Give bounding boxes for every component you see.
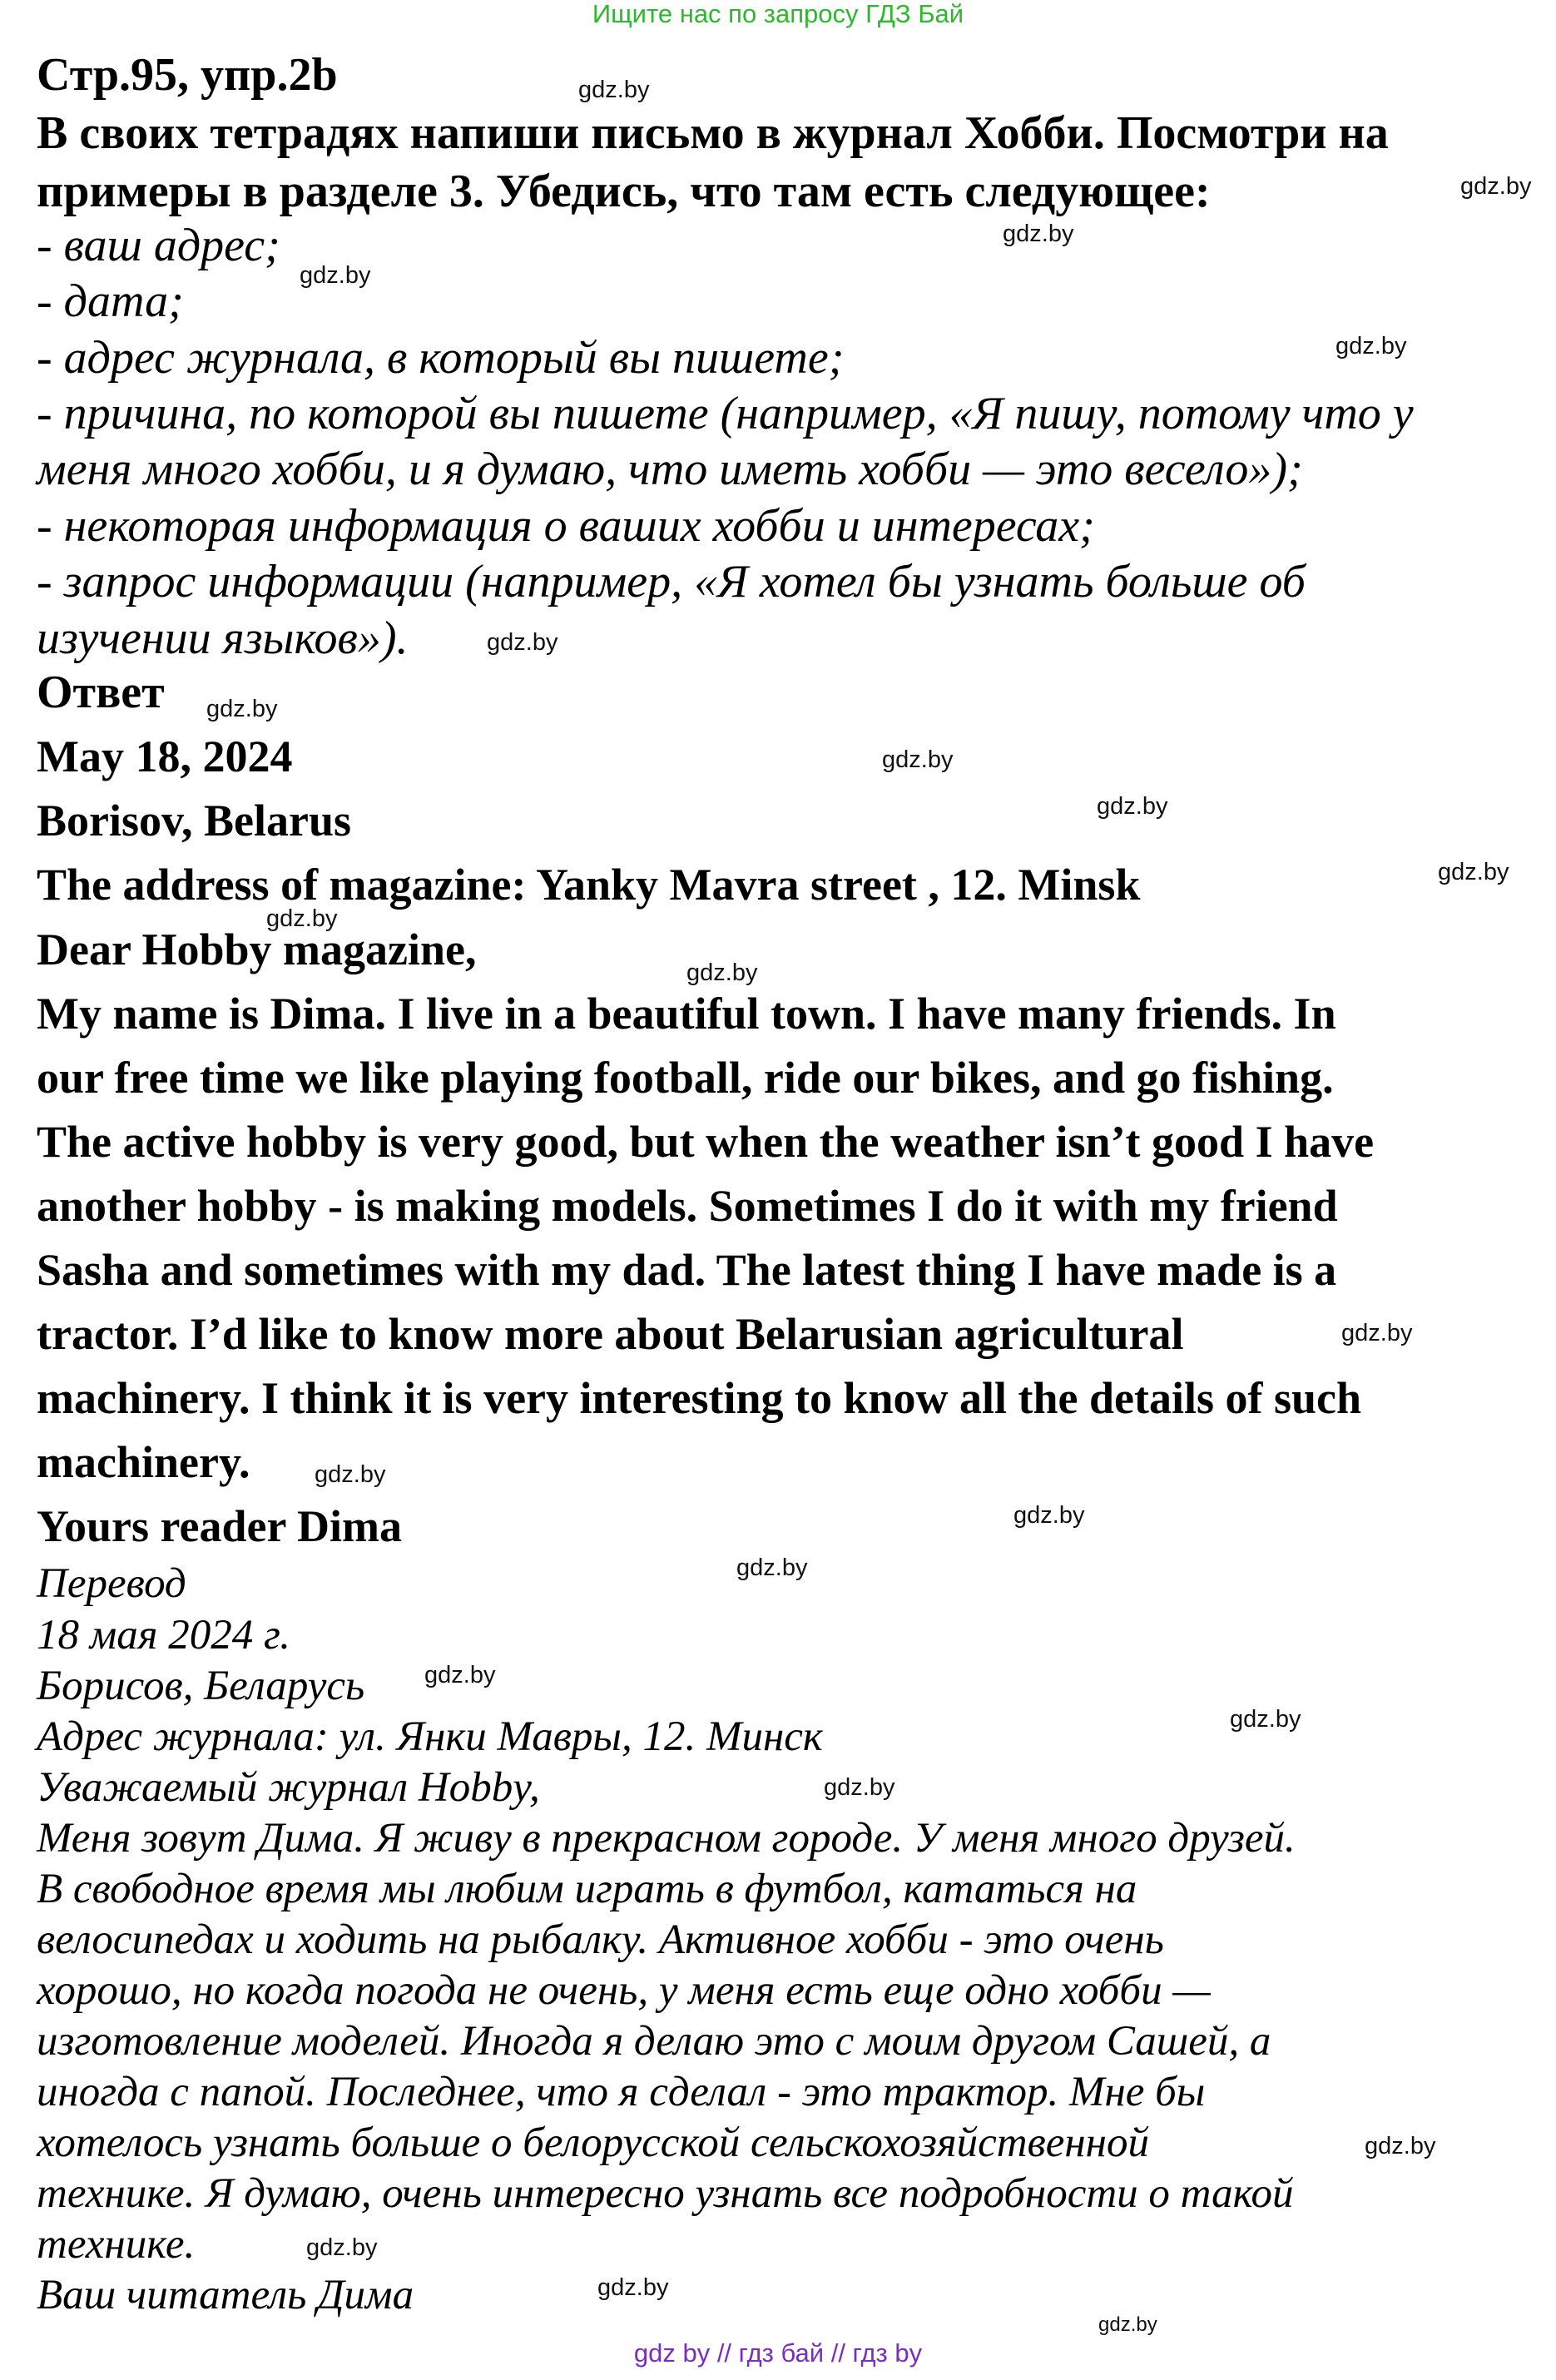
watermark: gdz.by bbox=[424, 1662, 496, 1688]
watermark: gdz.by bbox=[306, 2234, 378, 2261]
answer-heading: Ответ bbox=[37, 667, 165, 718]
watermark: gdz.by bbox=[882, 746, 954, 773]
watermark: gdz.by bbox=[1438, 859, 1509, 885]
bottom-banner: gdz by // гдз бай // гдз by bbox=[633, 2338, 923, 2368]
task-item: - дата; bbox=[37, 275, 184, 327]
task-item: изучении языков»). bbox=[37, 612, 409, 664]
letter-body-line: The active hobby is very good, but when the weather isn’t good I have bbox=[37, 1117, 1375, 1167]
letter-body-line: tractor. I’d like to know more about Belarusian agricultural bbox=[37, 1309, 1184, 1359]
page-title: Стр.95, упр.2b bbox=[37, 49, 338, 101]
magazine-address: The address of magazine: Yanky Mavra street , 12. Minsk bbox=[37, 860, 1141, 910]
watermark: gdz.by bbox=[1460, 173, 1532, 200]
translation-line: В свободное время мы любим играть в футбол, кататься на bbox=[37, 1866, 1137, 1912]
letter-body-line: another hobby - is making models. Sometimes I do it with my friend bbox=[37, 1181, 1338, 1231]
letter-place: Borisov, Belarus bbox=[37, 796, 352, 845]
watermark: gdz.by bbox=[315, 1461, 386, 1488]
watermark: gdz.by bbox=[578, 77, 650, 103]
task-item: - ваш адрес; bbox=[37, 220, 280, 271]
watermark: gdz.by bbox=[487, 629, 558, 656]
translation-line: технике. Я думаю, очень интересно узнать все подробности о такой bbox=[37, 2170, 1294, 2217]
translation-line: Меня зовут Дима. Я живу в прекрасном городе. У меня много друзей. bbox=[37, 1815, 1296, 1862]
task-item: - некоторая информация о ваших хобби и интересах; bbox=[37, 500, 1095, 552]
translation-heading: Перевод bbox=[37, 1560, 186, 1607]
letter-greeting: Dear Hobby magazine, bbox=[37, 925, 477, 974]
translation-line: технике. bbox=[37, 2221, 196, 2268]
task-item: - причина, по которой вы пишете (например, «Я пишу, потому что у bbox=[37, 388, 1414, 439]
letter-body-line: our free time we like playing football, ride our bikes, and go fishing. bbox=[37, 1053, 1334, 1103]
translation-line: Ваш читатель Дима bbox=[37, 2272, 414, 2318]
task-item: - запрос информации (например, «Я хотел бы узнать больше об bbox=[37, 556, 1306, 607]
watermark: gdz.by bbox=[597, 2274, 669, 2301]
watermark: gdz.by bbox=[1003, 221, 1074, 247]
watermark: gdz.by bbox=[736, 1554, 808, 1581]
watermark: gdz.by bbox=[686, 959, 758, 986]
watermark: gdz.by bbox=[1341, 1320, 1413, 1346]
watermark: gdz.by bbox=[1230, 1706, 1301, 1733]
instruction-line-2: примеры в разделе 3. Убедись, что там есть следующее: bbox=[37, 166, 1211, 217]
translation-line: велосипедах и ходить на рыбалку. Активное хобби - это очень bbox=[37, 1916, 1164, 1963]
letter-body-line: My name is Dima. I live in a beautiful town. I have many friends. In bbox=[37, 989, 1336, 1039]
translation-line: 18 мая 2024 г. bbox=[37, 1612, 290, 1659]
watermark: gdz.by bbox=[1097, 793, 1168, 820]
watermark: gdz.by bbox=[824, 1774, 895, 1801]
translation-line: хорошо, но когда погода не очень, у меня есть еще одно хобби — bbox=[37, 1967, 1211, 2014]
task-item: меня много хобби, и я думаю, что иметь хобби — это весело»); bbox=[37, 444, 1303, 495]
watermark: gdz.by bbox=[206, 696, 278, 722]
translation-line: Адрес журнала: ул. Янки Мавры, 12. Минск bbox=[37, 1713, 823, 1760]
watermark: gdz.by bbox=[1098, 2313, 1157, 2336]
watermark: gdz.by bbox=[1335, 333, 1407, 359]
letter-body-line: Sasha and sometimes with my dad. The latest thing I have made is a bbox=[37, 1245, 1337, 1295]
translation-line: Борисов, Беларусь bbox=[37, 1663, 365, 1709]
task-item: - адрес журнала, в который вы пишете; bbox=[37, 332, 845, 384]
letter-signature: Yours reader Dima bbox=[37, 1501, 402, 1551]
top-banner: Ищите нас по запросу ГДЗ Бай bbox=[592, 0, 964, 28]
watermark: gdz.by bbox=[266, 905, 338, 932]
letter-body-line: machinery. bbox=[37, 1437, 250, 1487]
translation-line: иногда с папой. Последнее, что я сделал - это трактор. Мне бы bbox=[37, 2069, 1206, 2115]
translation-line: хотелось узнать больше о белорусской сельскохозяйственной bbox=[37, 2120, 1149, 2166]
watermark: gdz.by bbox=[1013, 1502, 1085, 1529]
letter-body-line: machinery. I think it is very interesting to know all the details of such bbox=[37, 1373, 1362, 1423]
translation-line: Уважаемый журнал Hobby, bbox=[37, 1764, 540, 1811]
watermark: gdz.by bbox=[1365, 2133, 1436, 2159]
watermark: gdz.by bbox=[300, 262, 371, 289]
translation-line: изготовление моделей. Иногда я делаю это с моим другом Сашей, а bbox=[37, 2018, 1271, 2065]
instruction-line-1: В своих тетрадях напиши письмо в журнал Хобби. Посмотри на bbox=[37, 107, 1389, 159]
letter-date: May 18, 2024 bbox=[37, 731, 293, 781]
